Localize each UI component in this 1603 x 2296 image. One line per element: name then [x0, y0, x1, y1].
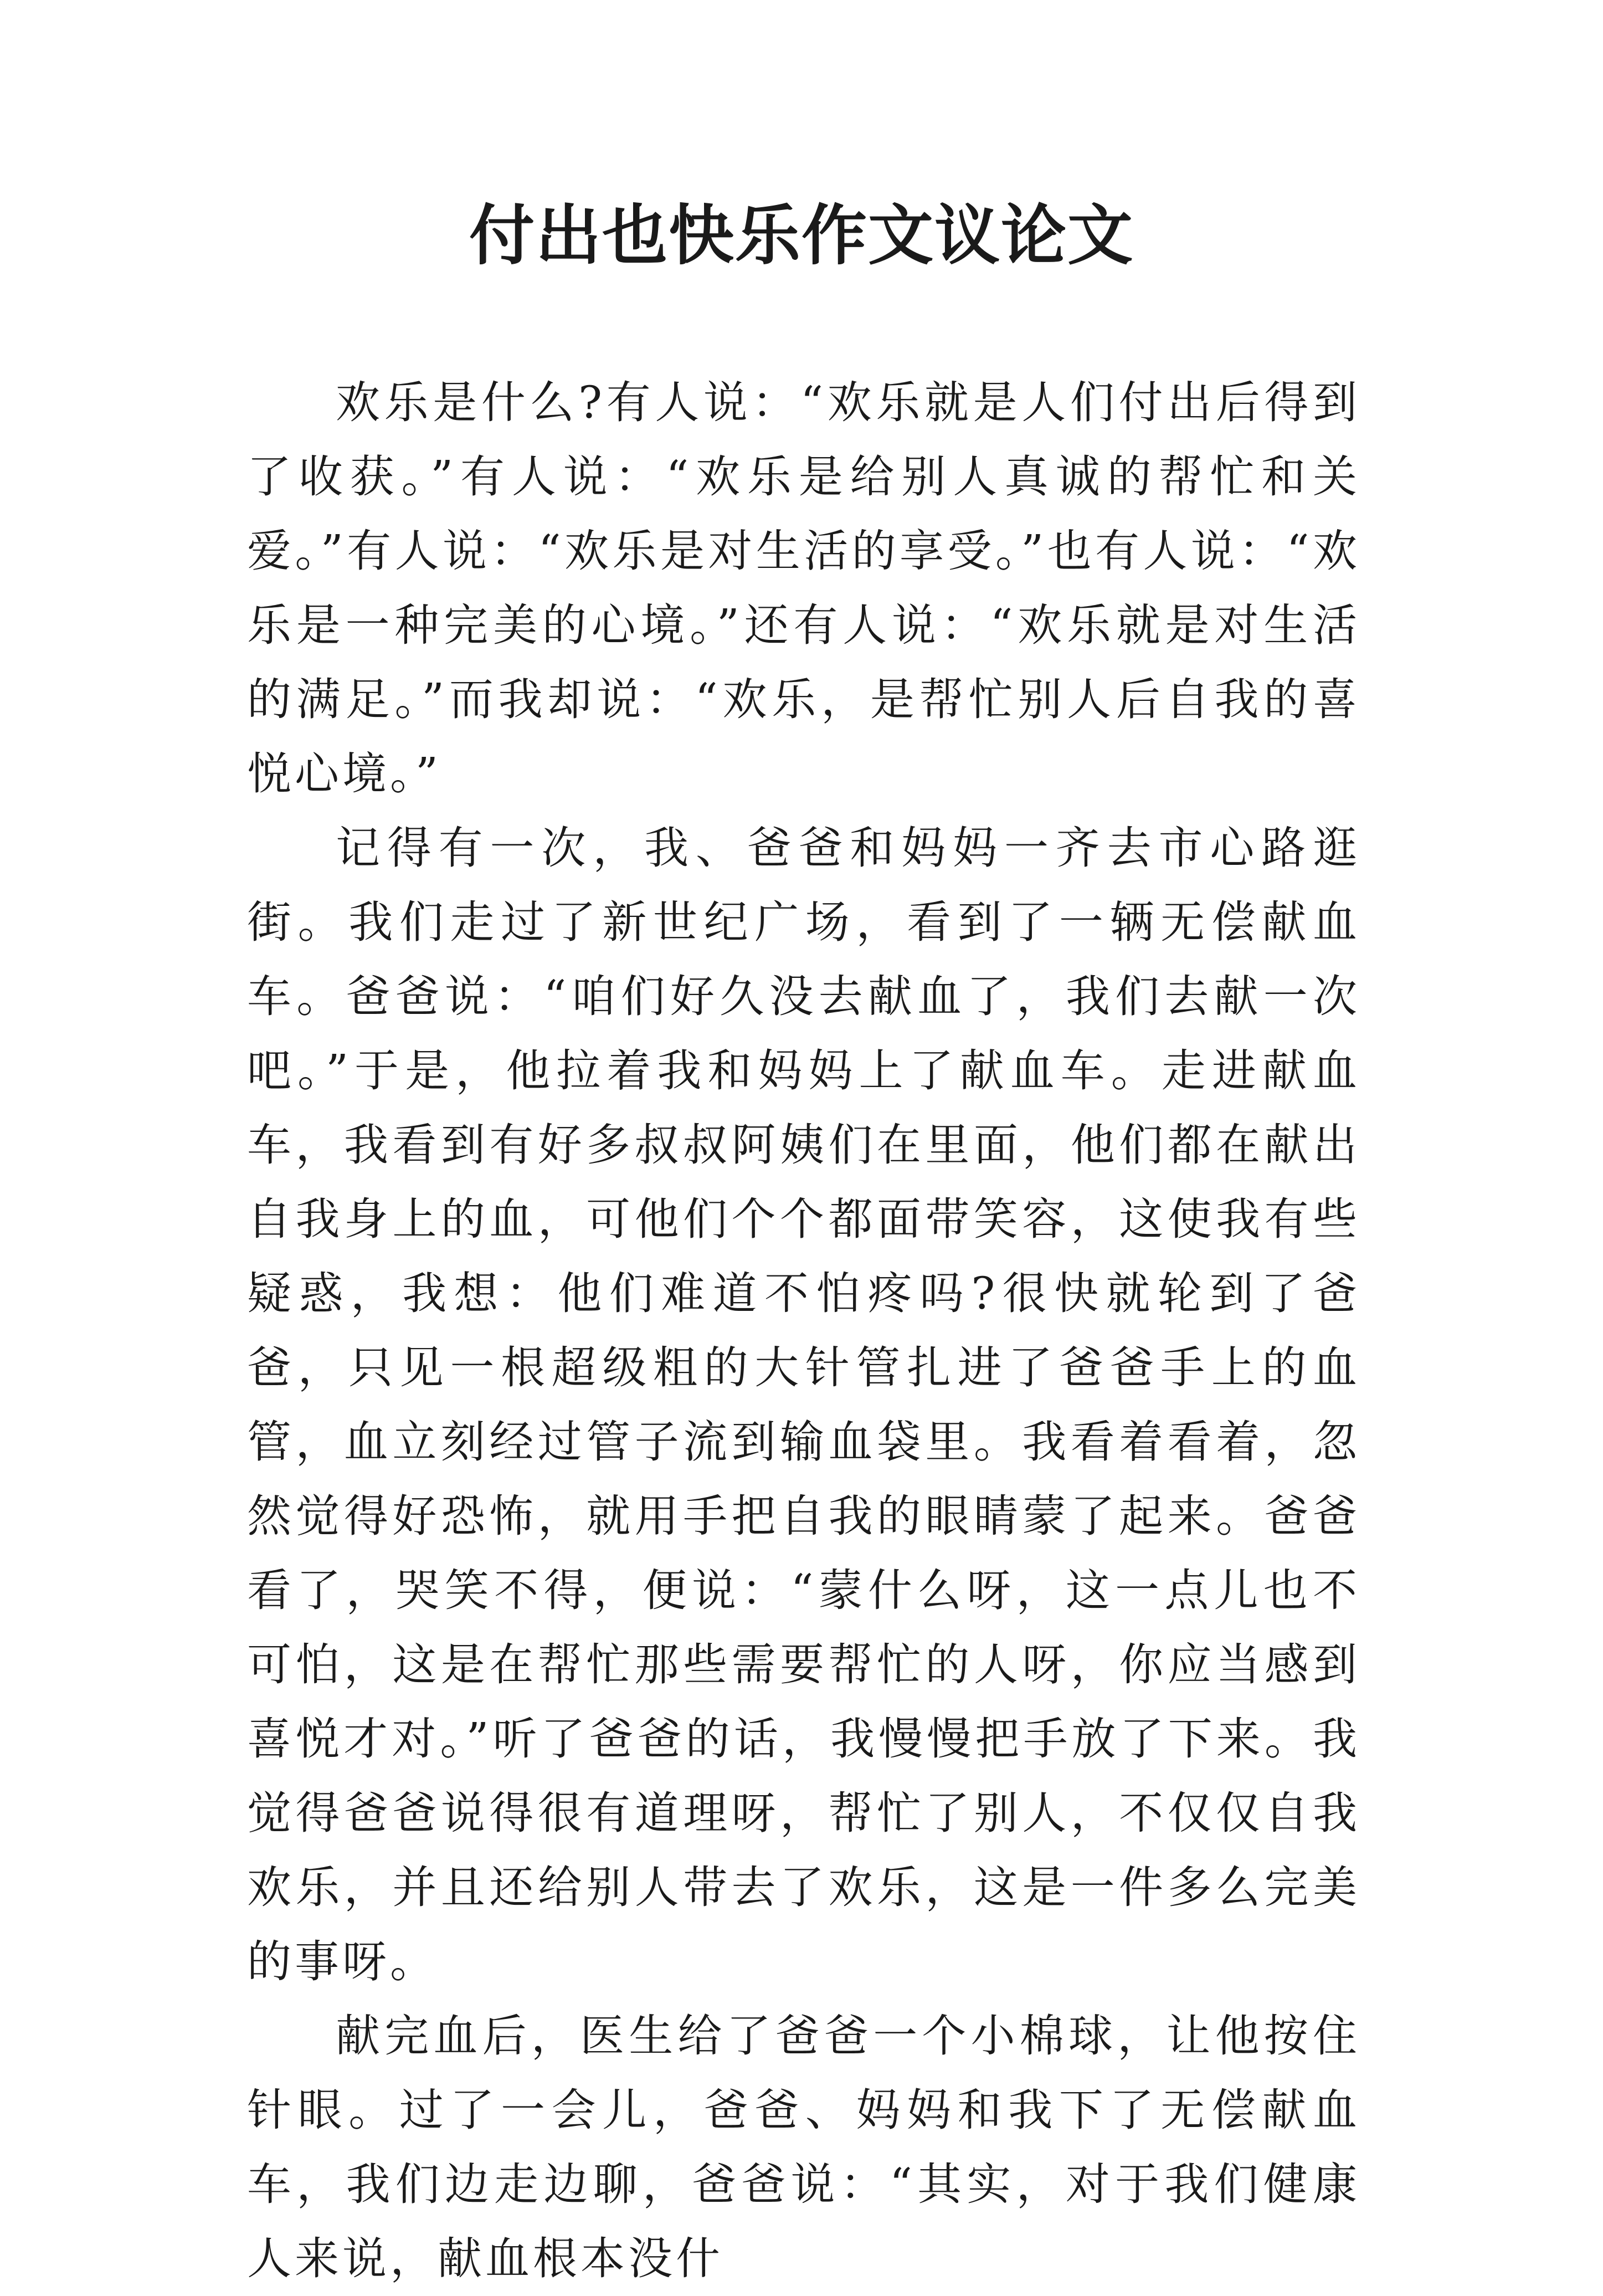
- paragraph: 欢乐是什么?有人说：“欢乐就是人们付出后得到了收获。”有人说：“欢乐是给别人真诚的帮忙和关爱。”有人说：“欢乐是对生活的享受。”也有人说：“欢乐是一种完美的心境。”还有人说：“欢乐就是对生活的满足。”而我却说：“欢乐，是帮忙别人后自我的喜悦心境。”: [247, 377, 1360, 800]
- paragraph: 记得有一次，我、爸爸和妈妈一齐去市心路逛街。我们走过了新世纪广场，看到了一辆无偿献血车。爸爸说：“咱们好久没去献血了，我们去献一次吧。”于是，他拉着我和妈妈上了献血车。走进献血车，我看到有好多叔叔阿姨们在里面，他们都在献出自我身上的血，可他们个个都面带笑容，这使我有些疑惑，我想：他们难道不怕疼吗?很快就轮到了爸爸，只见一根超级粗的大针管扎进了爸爸手上的血管，血立刻经过管子流到输血袋里。我看着看着，忽然觉得好恐怖，就用手把自我的眼睛蒙了起来。爸爸看了，哭笑不得，便说：“蒙什么呀，这一点儿也不可怕，这是在帮忙那些需要帮忙的人呀，你应当感到喜悦才对。”听了爸爸的话，我慢慢把手放了下来。我觉得爸爸说得很有道理呀，帮忙了别人，不仅仅自我欢乐，并且还给别人带去了欢乐，这是一件多么完美的事呀。: [247, 822, 1360, 1987]
- paragraph: 献完血后，医生给了爸爸一个小棉球，让他按住针眼。过了一会儿，爸爸、妈妈和我下了无偿献血车，我们边走边聊，爸爸说：“其实，对于我们健康人来说，献血根本没什: [247, 2010, 1360, 2284]
- document-body: [247, 366, 1360, 2296]
- document-title: 付出也快乐作文议论文: [469, 197, 1134, 274]
